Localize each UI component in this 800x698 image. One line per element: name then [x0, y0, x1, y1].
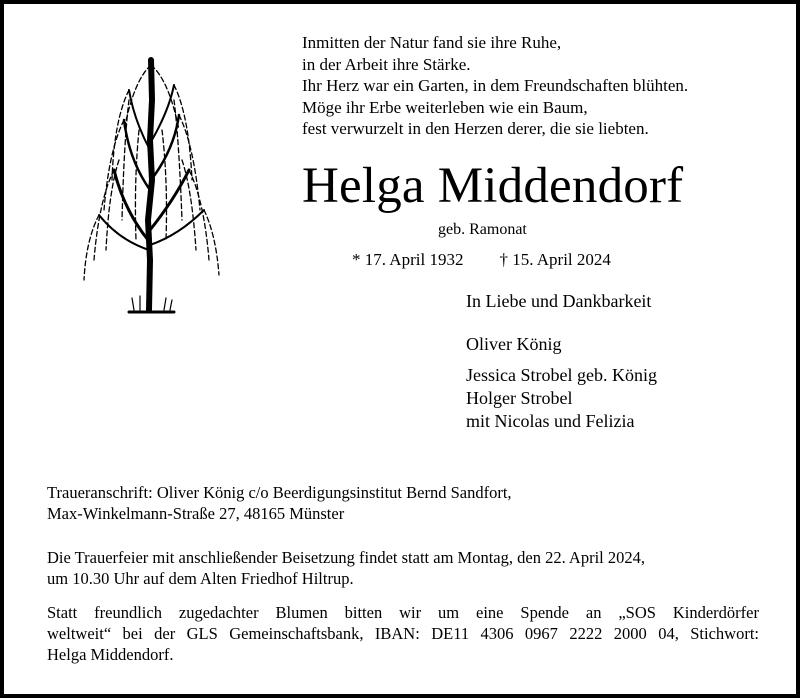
- service-line: Die Trauerfeier mit anschließender Beisetzung findet statt am Montag, den 22. April 2024,: [47, 548, 645, 567]
- poem-line: fest verwurzelt in den Herzen derer, die sie liebten.: [302, 119, 649, 138]
- poem-line: in der Arbeit ihre Stärke.: [302, 54, 471, 74]
- memorial-poem: [302, 32, 688, 140]
- mourner: Holger Strobel: [466, 388, 573, 408]
- signoff: In Liebe und Dankbarkeit: [466, 291, 652, 311]
- mourning-address: [47, 482, 512, 524]
- mourner: Jessica Strobel geb. König: [466, 365, 657, 385]
- weeping-willow-tree-icon: [64, 40, 234, 320]
- donation-line: Statt freundlich zugedachter Blumen bitten wir um eine Spende an „SOS Kinderdörfer: [47, 603, 759, 622]
- address-line: Max-Winkelmann-Straße 27, 48165 Münster: [47, 504, 345, 523]
- poem-line: Möge ihr Erbe weiterleben wie ein Baum,: [302, 97, 588, 117]
- poem-line: Inmitten der Natur fand sie ihre Ruhe,: [302, 33, 562, 52]
- service-line: um 10.30 Uhr auf dem Alten Friedhof Hiltrup.: [47, 569, 354, 588]
- life-dates: [352, 250, 611, 270]
- mourner: Oliver König: [466, 334, 562, 354]
- death-date: † 15. April 2024: [499, 250, 611, 269]
- deceased-name: Helga Middendorf: [302, 158, 684, 214]
- mourner-list: [466, 364, 657, 433]
- mourner: mit Nicolas und Felizia: [466, 411, 635, 431]
- donation-request: [47, 602, 759, 665]
- address-line: Traueranschrift: Oliver König c/o Beerdigungsinstitut Bernd Sandfort,: [47, 483, 512, 502]
- maiden-name: geb. Ramonat: [438, 221, 527, 238]
- donation-line: weltweit“ bei der GLS Gemeinschaftsbank, IBAN: DE11 4306 0967 2222 2000 04, Stichwort:: [47, 624, 759, 643]
- funeral-service-info: [47, 547, 645, 589]
- poem-line: Ihr Herz war ein Garten, in dem Freundschaften blühten.: [302, 76, 689, 95]
- donation-line: Helga Middendorf.: [47, 645, 174, 664]
- birth-date: * 17. April 1932: [352, 250, 464, 269]
- obituary-notice: [4, 4, 796, 694]
